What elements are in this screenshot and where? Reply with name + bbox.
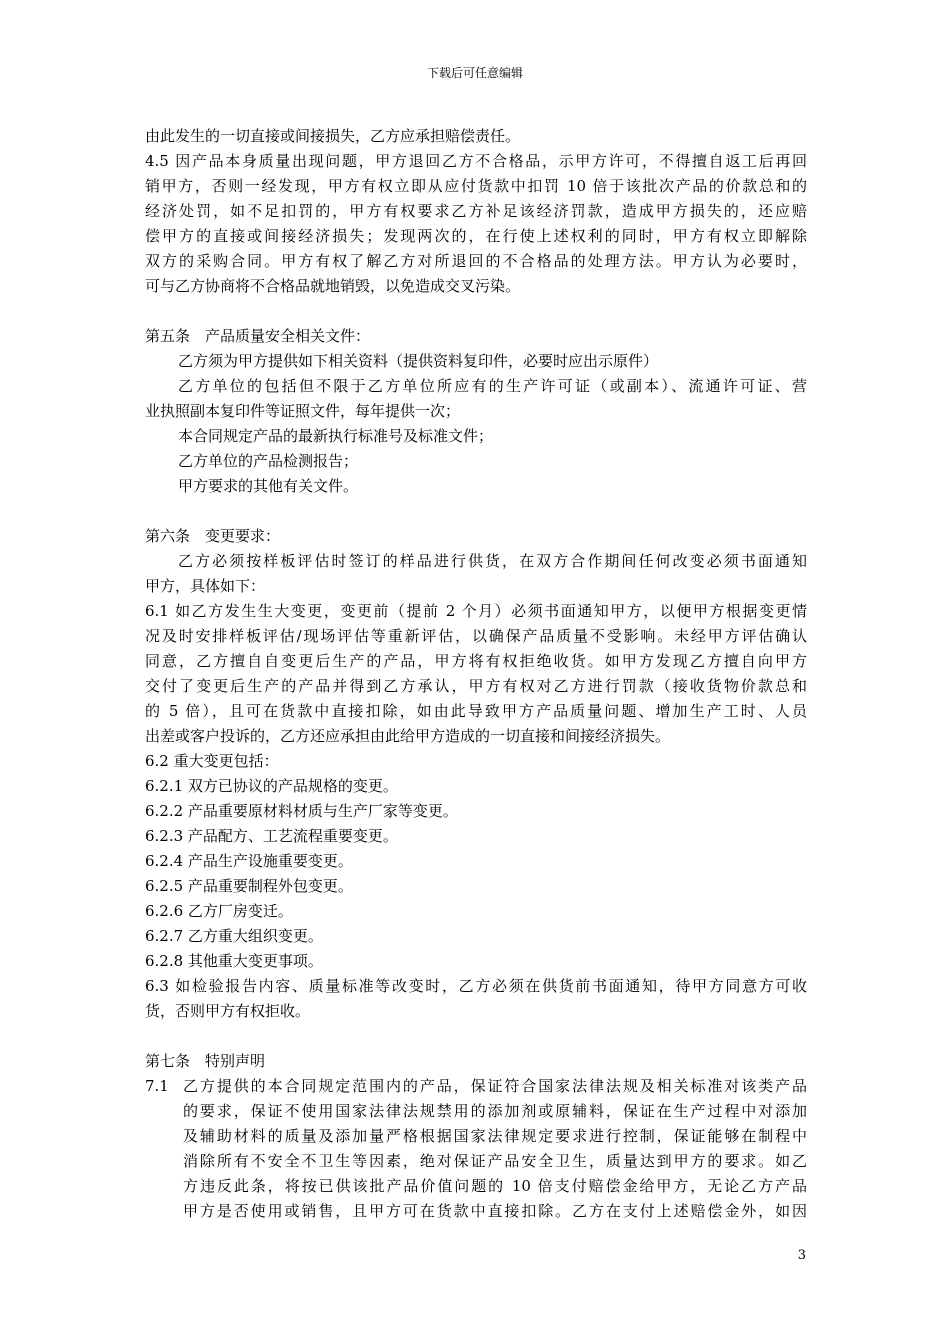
paragraph-line: 方违反此条，将按已供该批产品价值问题的 10 倍支付赔偿金给甲方，无论乙方产品 — [183, 1177, 807, 1195]
paragraph-line: 甲方，具体如下： — [145, 577, 266, 595]
blank-line — [145, 1024, 807, 1049]
paragraph-line: 甲方要求的其他有关文件。 — [178, 477, 359, 495]
paragraph-line: 的 5 倍），且可在货款中直接扣除，如由此导致甲方产品质量问题、增加生产工时、人员 — [145, 702, 807, 720]
paragraph-line: 甲方是否使用或销售，且甲方可在货款中直接扣除。乙方在支付上述赔偿金外，如因 — [183, 1202, 807, 1220]
list-item: 6.2.5 产品重要制程外包变更。 — [145, 877, 353, 895]
paragraph-line: 乙方须为甲方提供如下相关资料（提供资料复印件，必要时应出示原件） — [178, 352, 659, 370]
paragraph-line: 及辅助材料的质量及添加量严格根据国家法律规定要求进行控制，保证能够在制程中 — [183, 1127, 807, 1145]
paragraph-line: 由此发生的一切直接或间接损失，乙方应承担赔偿责任。 — [145, 127, 521, 145]
paragraph-line: 货，否则甲方有权拒收。 — [145, 1002, 311, 1020]
section-7-heading: 第七条 特别声明 — [145, 1052, 266, 1070]
paragraph-line: 同意，乙方擅自自变更后生产的产品，甲方将有权拒绝收货。如甲方发现乙方擅自向甲方 — [145, 652, 807, 670]
clause-7-1 — [145, 1074, 807, 1224]
list-item: 6.2.3 产品配方、工艺流程重要变更。 — [145, 827, 398, 845]
section-6-heading: 第六条 变更要求： — [145, 527, 281, 545]
paragraph-line: 况及时安排样板评估/现场评估等重新评估，以确保产品质量不受影响。未经甲方评估确认 — [145, 627, 807, 645]
paragraph-line: 乙方提供的本合同规定范围内的产品，保证符合国家法律法规及相关标准对该类产品 — [183, 1077, 807, 1095]
paragraph-line: 出差或客户投诉的，乙方还应承担由此给甲方造成的一切直接和间接经济损失。 — [145, 727, 671, 745]
paragraph-line: 4.5 因产品本身质量出现问题，甲方退回乙方不合格品，示甲方许可，不得擅自返工后再回 — [145, 152, 807, 170]
paragraph-line: 6.1 如乙方发生生大变更，变更前（提前 2 个月）必须书面通知甲方，以便甲方根据变更情 — [145, 602, 807, 620]
blank-line — [145, 299, 807, 324]
list-item: 6.2.4 产品生产设施重要变更。 — [145, 852, 353, 870]
list-item: 6.2.6 乙方厂房变迁。 — [145, 902, 293, 920]
paragraph-line: 销甲方，否则一经发现，甲方有权立即从应付货款中扣罚 10 倍于该批次产品的价款总和的 — [145, 177, 807, 195]
paragraph-line: 6.2 重大变更包括： — [145, 752, 279, 770]
paragraph-line: 经济处罚，如不足扣罚的，甲方有权要求乙方补足该经济罚款，造成甲方损失的，还应赔 — [145, 202, 807, 220]
paragraph-line: 本合同规定产品的最新执行标准号及标准文件； — [178, 427, 494, 445]
paragraph-line: 乙方单位的产品检测报告； — [178, 452, 359, 470]
list-item: 6.2.8 其他重大变更事项。 — [145, 952, 323, 970]
list-item: 6.2.1 双方已协议的产品规格的变更。 — [145, 777, 398, 795]
paragraph-line: 的要求，保证不使用国家法律法规禁用的添加剂或原辅料，保证在生产过程中对添加 — [183, 1102, 807, 1120]
paragraph-line: 6.3 如检验报告内容、质量标准等改变时，乙方必须在供货前书面通知，待甲方同意方可收 — [145, 977, 807, 995]
document-body — [145, 124, 807, 1224]
paragraph-line: 偿甲方的直接或间接经济损失；发现两次的，在行使上述权利的同时，甲方有权立即解除 — [145, 227, 807, 245]
paragraph-line: 业执照副本复印件等证照文件，每年提供一次； — [145, 402, 461, 420]
paragraph-line: 可与乙方协商将不合格品就地销毁，以免造成交叉污染。 — [145, 277, 521, 295]
list-item: 6.2.7 乙方重大组织变更。 — [145, 927, 323, 945]
paragraph-line: 乙方单位的包括但不限于乙方单位所应有的生产许可证（或副本）、流通许可证、营 — [178, 377, 807, 395]
paragraph-line: 交付了变更后生产的产品并得到乙方承认，甲方有权对乙方进行罚款（接收货物价款总和 — [145, 677, 807, 695]
page-header: 下载后可任意编辑 — [426, 66, 523, 80]
clause-number: 7.1 — [145, 1077, 169, 1095]
paragraph-line: 双方的采购合同。甲方有权了解乙方对所退回的不合格品的处理方法。甲方认为必要时， — [145, 252, 807, 270]
clause-body — [183, 1074, 807, 1224]
page-number: 3 — [797, 1248, 806, 1263]
paragraph-line: 消除所有不安全不卫生等因素，绝对保证产品安全卫生，质量达到甲方的要求。如乙 — [183, 1152, 807, 1170]
list-item: 6.2.2 产品重要原材料材质与生产厂家等变更。 — [145, 802, 458, 820]
paragraph-line: 乙方必须按样板评估时签订的样品进行供货，在双方合作期间任何改变必须书面通知 — [178, 552, 807, 570]
blank-line — [145, 499, 807, 524]
section-5-heading: 第五条 产品质量安全相关文件： — [145, 327, 371, 345]
